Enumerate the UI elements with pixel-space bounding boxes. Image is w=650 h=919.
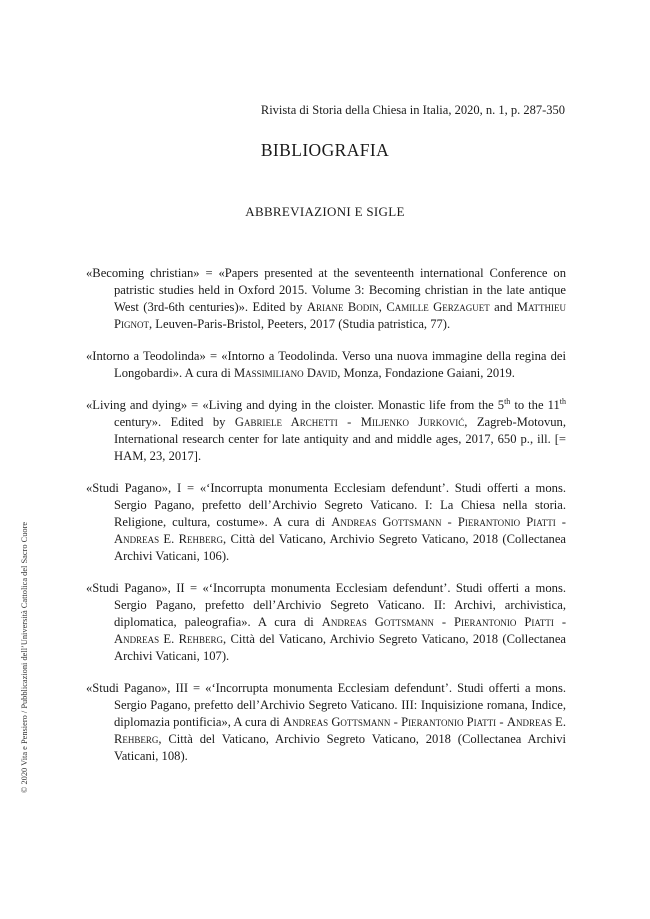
entry-text: «Studi Pagano», III = «‘Incorrupta monumenta Ecclesiam defendunt’. Studi offerti a mons. Sergio Pagano, prefetto dell’Archivio Segreto Vaticano. III: Inquisizione romana, Indice, diplomazia pontificia», A cura di (86, 681, 566, 729)
entry-text: , Città del Vaticano, Archivio Segreto Vaticano, 2018 (Collectanea Archivi Vaticani, 106). (114, 532, 567, 563)
author-name: Pierantonio Piatti (457, 515, 556, 529)
entry-text: , Città del Vaticano, Archivio Segreto Vaticano, 2018 (Collectanea Archivi Vaticani, 107). (114, 632, 567, 663)
entry-text: «Studi Pagano», I = «‘Incorrupta monumenta Ecclesiam defendunt’. Studi offerti a mons. Sergio Pagano, prefetto dell’Archivio Segreto Vaticano. I: La Chiesa nella storia. Religione, cultura, costume». A cura di (86, 481, 566, 529)
entry-text: century». Edited by (114, 415, 235, 429)
entry-text: - (390, 715, 402, 729)
ordinal-superscript: th (559, 396, 566, 406)
entry-text: and (489, 300, 517, 314)
author-name: Miljenko Jurković (360, 415, 465, 429)
bibliography-entry (86, 580, 566, 665)
entry-text: - (337, 415, 361, 429)
bibliography-entry (86, 480, 566, 565)
author-name: Andreas E. Rehberg (114, 532, 224, 546)
entry-text: , Monza, Fondazione Gaiani, 2019. (337, 366, 515, 380)
ordinal-superscript: th (504, 396, 511, 406)
author-name: Pierantonio Piatti (401, 715, 497, 729)
bibliography-entry (86, 348, 566, 382)
author-name: Ariane Bodin (306, 300, 379, 314)
entry-text: to the 11 (510, 398, 560, 412)
entry-text: - (441, 515, 458, 529)
author-name: Massimiliano David (233, 366, 338, 380)
author-name: Andreas E. Rehberg (114, 715, 567, 746)
copyright-sidenote: © 2020 Vita e Pensiero / Pubblicazioni dell’Università Cattolica del Sacro Cuore (20, 521, 29, 793)
author-name: Andreas Gottsmann (321, 615, 434, 629)
entry-text: - (433, 615, 455, 629)
author-name: Camille Gerzaguet (386, 300, 490, 314)
bibliography-entry (86, 680, 566, 765)
author-name: Andreas Gottsmann (331, 515, 442, 529)
entry-text: , Leuven-Paris-Bristol, Peeters, 2017 (Studia patristica, 77). (149, 317, 451, 331)
entry-text: «Becoming christian» = «Papers presented at the seventeenth international Conference on patristic studies held in Oxford 2015. Volume 3: Becoming christian in the late antique West (3rd-6th centuries)». Edited by (86, 266, 566, 314)
entry-text: - (496, 715, 507, 729)
entry-text: , Zagreb-Motovun, International research center for late antiquity and and middle ages, 2017, 650 p., ill. [= HAM, 23, 2017]. (114, 415, 566, 463)
bibliography-list (86, 265, 566, 780)
entry-text: «Living and dying» = «Living and dying in the cloister. Monastic life from the 5 (86, 398, 505, 412)
author-name: Pierantonio Piatti (454, 615, 554, 629)
entry-text: «Intorno a Teodolinda» = «Intorno a Teodolinda. Verso una nuova immagine della regina dei Longobardi». A cura di (86, 349, 566, 380)
running-header: Rivista di Storia della Chiesa in Italia, 2020, n. 1, p. 287-350 (260, 103, 565, 117)
entry-text: «Studi Pagano», II = «‘Incorrupta monumenta Ecclesiam defendunt’. Studi offerti a mons. Sergio Pagano, prefetto dell’Archivio Segreto Vaticano. II: Archivi, archivistica, diplomatica, paleografia». A cura di (86, 581, 566, 629)
author-name: Gabriele Archetti (234, 415, 338, 429)
bibliography-entry (86, 397, 566, 465)
author-name: Andreas E. Rehberg (114, 632, 224, 646)
entry-text: - (553, 615, 567, 629)
entry-text: , Città del Vaticano, Archivio Segreto Vaticano, 2018 (Collectanea Archivi Vaticani, 108). (114, 732, 566, 763)
author-name: Matthieu Pignot (114, 300, 566, 331)
page-title: BIBLIOGRAFIA (260, 140, 390, 160)
entry-text: - (555, 515, 566, 529)
section-subtitle: ABBREVIAZIONI E SIGLE (245, 204, 405, 219)
bibliography-entry (86, 265, 566, 333)
entry-text: , (378, 300, 387, 314)
author-name: Andreas Gottsmann (283, 715, 391, 729)
